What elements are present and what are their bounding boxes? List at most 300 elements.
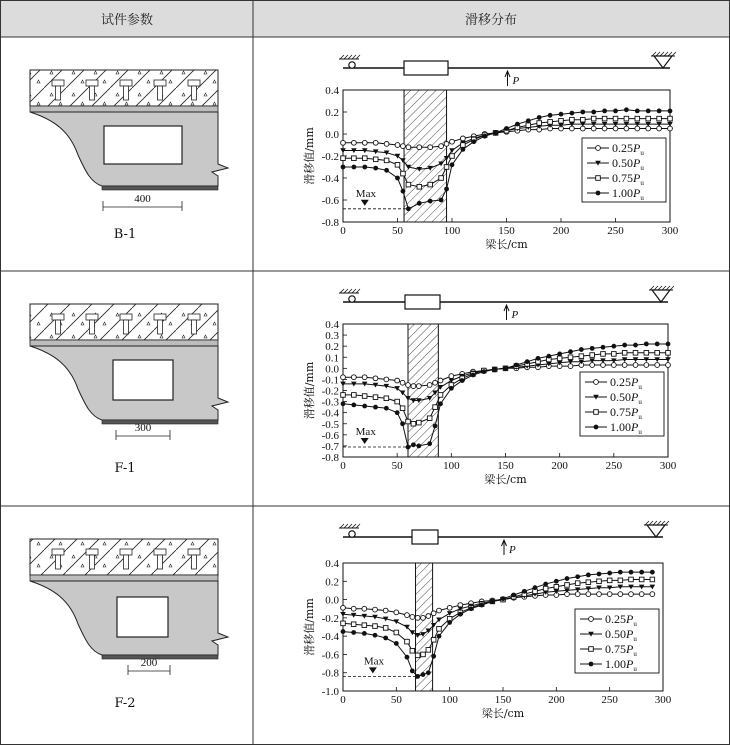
data-point xyxy=(373,157,378,162)
data-point xyxy=(597,592,602,597)
data-point xyxy=(589,662,594,667)
legend-entry: $0.25P_u$ xyxy=(612,141,644,157)
y-tick-label: 0.4 xyxy=(325,85,339,97)
data-point xyxy=(655,363,660,368)
data-point xyxy=(601,345,606,350)
data-point xyxy=(629,592,634,597)
data-point xyxy=(575,592,580,597)
data-point xyxy=(511,593,516,598)
data-point xyxy=(405,613,410,618)
y-axis-label: 滑移值/mm xyxy=(303,127,316,185)
data-point xyxy=(373,395,378,400)
stud-shank xyxy=(56,320,61,334)
data-point xyxy=(501,596,506,601)
data-point xyxy=(383,626,388,631)
data-point xyxy=(666,351,671,356)
data-point xyxy=(493,131,498,136)
data-point xyxy=(580,126,585,131)
data-point xyxy=(352,393,357,398)
data-point xyxy=(629,577,634,582)
data-point xyxy=(612,352,617,357)
data-point xyxy=(416,444,421,449)
data-point xyxy=(447,620,452,625)
data-point xyxy=(341,165,346,170)
data-point xyxy=(570,117,575,122)
data-point xyxy=(384,377,389,382)
stud-head xyxy=(154,549,166,555)
data-point xyxy=(657,116,662,121)
data-point xyxy=(622,351,627,356)
data-point xyxy=(629,570,634,575)
data-point xyxy=(482,134,487,139)
data-point xyxy=(417,185,422,190)
data-point xyxy=(415,653,420,658)
stud-shank xyxy=(90,320,95,334)
stud-head xyxy=(120,549,132,555)
data-point xyxy=(607,592,612,597)
data-point xyxy=(449,148,455,153)
data-point xyxy=(514,363,519,368)
x-tick-label: 150 xyxy=(498,225,515,237)
data-point xyxy=(447,611,453,616)
y-tick-label: -0.6 xyxy=(321,649,339,662)
data-point xyxy=(602,116,607,121)
data-point xyxy=(421,652,426,657)
data-point xyxy=(373,624,378,629)
beam-schematic xyxy=(339,286,674,321)
legend-entry: $0.50P_u$ xyxy=(612,156,644,172)
data-point xyxy=(428,145,433,150)
data-point xyxy=(439,144,444,149)
data-point xyxy=(581,117,586,122)
stud-shank xyxy=(158,320,163,334)
data-point xyxy=(406,383,411,388)
data-point xyxy=(351,630,356,635)
data-point xyxy=(504,126,509,131)
data-point xyxy=(437,627,442,632)
ground-hatch xyxy=(352,289,356,293)
max-label: Max xyxy=(355,187,376,200)
bottom-flange xyxy=(102,655,218,659)
data-point xyxy=(450,139,455,144)
slip-chart-f-1 xyxy=(302,319,677,486)
data-point xyxy=(417,201,422,206)
data-point xyxy=(471,373,476,378)
y-tick-label: 0.0 xyxy=(325,363,339,376)
data-point xyxy=(416,384,421,389)
data-point xyxy=(557,352,562,357)
cross-section-f-1 xyxy=(30,304,228,476)
data-point xyxy=(444,165,449,170)
data-point xyxy=(433,405,438,410)
x-tick-label: 300 xyxy=(659,460,677,472)
data-point xyxy=(431,654,436,659)
load-label: P xyxy=(512,75,520,87)
data-point xyxy=(415,615,420,620)
data-point xyxy=(341,401,346,406)
y-tick-label: 0.0 xyxy=(325,594,339,607)
stud-shank xyxy=(90,555,95,569)
y-tick-label: -0.6 xyxy=(321,195,339,207)
data-point xyxy=(548,113,553,118)
data-point xyxy=(601,352,606,357)
data-point xyxy=(400,406,405,411)
roller-support-icon xyxy=(349,62,355,68)
ground-hatch xyxy=(672,52,676,56)
data-point xyxy=(373,607,378,612)
data-point xyxy=(427,441,432,446)
data-point xyxy=(395,378,400,383)
data-point xyxy=(657,126,662,131)
data-point xyxy=(646,109,651,114)
opening-box xyxy=(405,295,440,309)
opening-box xyxy=(404,61,448,75)
data-point xyxy=(668,116,673,121)
legend-entry: $0.75P_u$ xyxy=(605,642,637,658)
data-point xyxy=(341,621,346,626)
stud-shank xyxy=(90,86,95,100)
header-col1: 试件参数 xyxy=(100,13,154,28)
data-point xyxy=(596,191,601,196)
x-tick-label: 300 xyxy=(661,225,679,237)
data-point xyxy=(503,366,508,371)
stud-head xyxy=(120,314,132,320)
x-tick-label: 100 xyxy=(443,460,460,472)
y-tick-label: 0.2 xyxy=(325,576,339,589)
data-point xyxy=(362,631,367,636)
data-point xyxy=(471,139,476,144)
data-point xyxy=(597,579,602,584)
data-point xyxy=(362,375,367,380)
data-point xyxy=(644,363,649,368)
data-point xyxy=(439,198,444,203)
x-tick-label: 150 xyxy=(494,694,512,706)
data-point xyxy=(591,116,596,121)
data-point xyxy=(395,163,400,168)
data-point xyxy=(570,111,575,116)
y-tick-label: -0.8 xyxy=(321,217,339,229)
data-point xyxy=(458,612,463,617)
data-point xyxy=(384,142,389,147)
ground-hatch xyxy=(356,55,360,59)
data-point xyxy=(426,614,431,619)
data-point xyxy=(590,363,595,368)
dimension-value: 200 xyxy=(140,657,158,669)
data-point xyxy=(401,171,406,176)
y-tick-label: 0.2 xyxy=(325,107,339,119)
x-tick-label: 100 xyxy=(443,225,461,237)
data-point xyxy=(438,401,443,406)
legend-entry: $1.00P_u$ xyxy=(605,657,637,673)
data-point xyxy=(526,118,531,123)
data-point xyxy=(363,156,368,161)
data-point xyxy=(351,622,356,627)
data-point xyxy=(559,112,564,117)
y-tick-label: -0.4 xyxy=(321,631,339,644)
data-point xyxy=(373,376,378,381)
y-tick-label: 0.1 xyxy=(325,352,339,365)
data-point xyxy=(594,425,599,430)
legend-entry: $0.25P_u$ xyxy=(610,375,642,391)
data-point xyxy=(639,592,644,597)
data-point xyxy=(362,140,367,145)
pin-support-icon xyxy=(654,56,672,68)
data-point xyxy=(657,109,662,114)
stud-shank xyxy=(192,320,197,334)
data-point xyxy=(543,586,548,591)
data-point xyxy=(579,347,584,352)
data-point xyxy=(633,363,638,368)
data-point xyxy=(400,421,405,426)
data-point xyxy=(613,116,618,121)
slip-chart-f-2 xyxy=(302,558,672,720)
data-point xyxy=(596,146,601,151)
data-point xyxy=(384,396,389,401)
x-tick-label: 50 xyxy=(391,460,403,472)
data-point xyxy=(406,145,411,150)
stud-shank xyxy=(192,86,197,100)
legend-entry: $0.25P_u$ xyxy=(605,612,637,628)
data-point xyxy=(635,116,640,121)
row-f-1 xyxy=(30,286,677,486)
x-tick-label: 250 xyxy=(601,694,618,706)
data-point xyxy=(666,363,671,368)
data-point xyxy=(602,126,607,131)
data-point xyxy=(461,147,466,152)
x-axis-label: 梁长/cm xyxy=(485,238,528,251)
data-point xyxy=(554,584,559,589)
ground-hatch xyxy=(348,55,352,59)
roller-support-icon xyxy=(349,531,355,537)
data-point xyxy=(490,599,495,604)
data-point xyxy=(607,578,612,583)
data-point xyxy=(341,140,346,145)
data-point xyxy=(410,615,415,620)
data-point xyxy=(394,610,399,615)
data-point xyxy=(639,577,644,582)
stud-head xyxy=(154,80,166,86)
data-point xyxy=(373,166,378,171)
specimen-label: B-1 xyxy=(113,227,137,242)
stud-shank xyxy=(124,555,129,569)
row-b-1 xyxy=(30,52,679,251)
data-point xyxy=(655,342,660,347)
load-label: P xyxy=(511,309,519,321)
x-tick-label: 100 xyxy=(441,694,458,706)
data-point xyxy=(586,572,591,577)
data-point xyxy=(633,343,638,348)
data-point xyxy=(537,115,542,120)
stud-shank xyxy=(124,320,129,334)
data-point xyxy=(394,630,399,635)
data-point xyxy=(401,189,406,194)
x-tick-label: 300 xyxy=(654,694,672,706)
data-point xyxy=(589,617,594,622)
load-label: P xyxy=(509,544,516,556)
data-point xyxy=(607,571,612,576)
data-point xyxy=(646,126,651,131)
data-point xyxy=(373,405,378,410)
legend-entry: $0.50P_u$ xyxy=(610,390,642,406)
ground-hatch xyxy=(344,289,348,293)
y-tick-label: -1.0 xyxy=(321,686,339,698)
data-point xyxy=(410,630,416,635)
data-point xyxy=(650,592,655,597)
header-col2: 滑移分布 xyxy=(464,13,518,28)
data-point xyxy=(438,393,443,398)
stud-head xyxy=(52,80,64,86)
ground-hatch xyxy=(352,55,356,59)
data-point xyxy=(394,619,400,624)
legend-entry: $1.00P_u$ xyxy=(610,420,642,436)
data-point xyxy=(411,421,416,426)
stud-head xyxy=(86,314,98,320)
data-point xyxy=(449,374,454,379)
data-point xyxy=(548,120,553,125)
y-tick-label: -0.6 xyxy=(321,429,339,442)
data-point xyxy=(650,577,655,582)
data-point xyxy=(405,639,410,644)
roller-support-icon xyxy=(349,296,355,302)
data-point xyxy=(415,674,420,679)
data-point xyxy=(460,378,465,383)
data-point xyxy=(428,199,433,204)
data-point xyxy=(586,580,591,585)
data-point xyxy=(426,670,431,675)
legend-entry: $1.00P_u$ xyxy=(612,186,644,202)
data-point xyxy=(668,109,673,114)
data-point xyxy=(591,126,596,131)
data-point xyxy=(590,346,595,351)
data-point xyxy=(668,126,673,131)
stud-head xyxy=(188,549,200,555)
data-point xyxy=(401,144,406,149)
legend-entry: $0.75P_u$ xyxy=(610,405,642,421)
y-tick-label: 0.4 xyxy=(325,558,339,570)
legend xyxy=(575,609,659,673)
data-point xyxy=(426,648,431,653)
data-point xyxy=(433,424,438,429)
x-tick-label: 0 xyxy=(340,225,346,237)
ground-hatch xyxy=(340,289,344,293)
data-point xyxy=(383,636,388,641)
hatched-opening-region xyxy=(408,324,438,457)
data-point xyxy=(543,582,548,587)
stud-head xyxy=(154,314,166,320)
data-point xyxy=(611,344,616,349)
data-point xyxy=(384,168,389,173)
data-point xyxy=(410,648,415,653)
stud-shank xyxy=(158,86,163,100)
top-flange xyxy=(30,106,218,112)
data-point xyxy=(568,355,573,360)
data-point xyxy=(447,605,452,610)
y-tick-label: -0.2 xyxy=(321,612,339,625)
data-point xyxy=(537,121,542,126)
web-opening xyxy=(117,597,168,637)
data-point xyxy=(433,380,438,385)
bottom-flange xyxy=(102,420,218,424)
x-axis-label: 梁长/cm xyxy=(481,707,525,720)
data-point xyxy=(438,378,443,383)
data-point xyxy=(559,119,564,124)
data-point xyxy=(624,116,629,121)
x-tick-label: 0 xyxy=(340,694,346,706)
y-axis-label: 滑移值/mm xyxy=(303,598,316,656)
data-point xyxy=(352,156,357,161)
stud-head xyxy=(52,314,64,320)
y-tick-label: -0.2 xyxy=(321,151,339,163)
data-point xyxy=(622,363,627,368)
row-f-2 xyxy=(30,521,672,720)
data-point xyxy=(635,109,640,114)
data-point xyxy=(644,342,649,347)
data-point xyxy=(352,165,357,170)
data-point xyxy=(624,107,629,112)
data-point xyxy=(618,578,623,583)
ground-hatch xyxy=(352,524,356,528)
data-point xyxy=(421,615,426,620)
y-axis-label: 滑移值/mm xyxy=(303,361,316,420)
data-point xyxy=(565,576,570,581)
data-point xyxy=(579,354,584,359)
ground-hatch xyxy=(670,286,674,290)
legend-entry: $0.50P_u$ xyxy=(605,627,637,643)
y-tick-label: -0.2 xyxy=(321,385,339,398)
data-point xyxy=(557,356,562,361)
data-point xyxy=(591,110,596,115)
data-point xyxy=(570,126,575,131)
dimension-value: 300 xyxy=(134,422,152,434)
data-point xyxy=(431,638,436,643)
data-point xyxy=(384,158,389,163)
data-point xyxy=(602,109,607,114)
data-point xyxy=(655,351,660,356)
data-point xyxy=(601,363,606,368)
y-tick-label: 0.3 xyxy=(325,330,339,343)
data-point xyxy=(526,123,531,128)
ground-hatch xyxy=(344,524,348,528)
data-point xyxy=(341,605,346,610)
data-point xyxy=(341,629,346,634)
data-point xyxy=(341,156,346,161)
stud-head xyxy=(188,314,200,320)
x-tick-label: 150 xyxy=(497,460,514,472)
specimen-label: F-2 xyxy=(114,696,136,711)
data-point xyxy=(351,606,356,611)
data-point xyxy=(405,655,410,660)
data-point xyxy=(351,375,356,380)
top-flange xyxy=(30,575,218,581)
x-tick-label: 0 xyxy=(340,460,346,472)
data-point xyxy=(395,399,400,404)
data-point xyxy=(439,176,444,181)
data-point xyxy=(568,364,573,369)
data-point xyxy=(635,126,640,131)
data-point xyxy=(411,442,416,447)
y-tick-label: -0.8 xyxy=(321,452,339,464)
stud-head xyxy=(86,549,98,555)
ground-hatch xyxy=(356,289,360,293)
web-opening xyxy=(104,126,182,164)
data-point xyxy=(461,136,466,141)
slip-chart-b-1 xyxy=(302,85,679,251)
data-point xyxy=(536,356,541,361)
stud-shank xyxy=(124,86,129,100)
data-point xyxy=(546,354,551,359)
cross-section-b-1 xyxy=(30,70,228,242)
data-point xyxy=(492,367,497,372)
